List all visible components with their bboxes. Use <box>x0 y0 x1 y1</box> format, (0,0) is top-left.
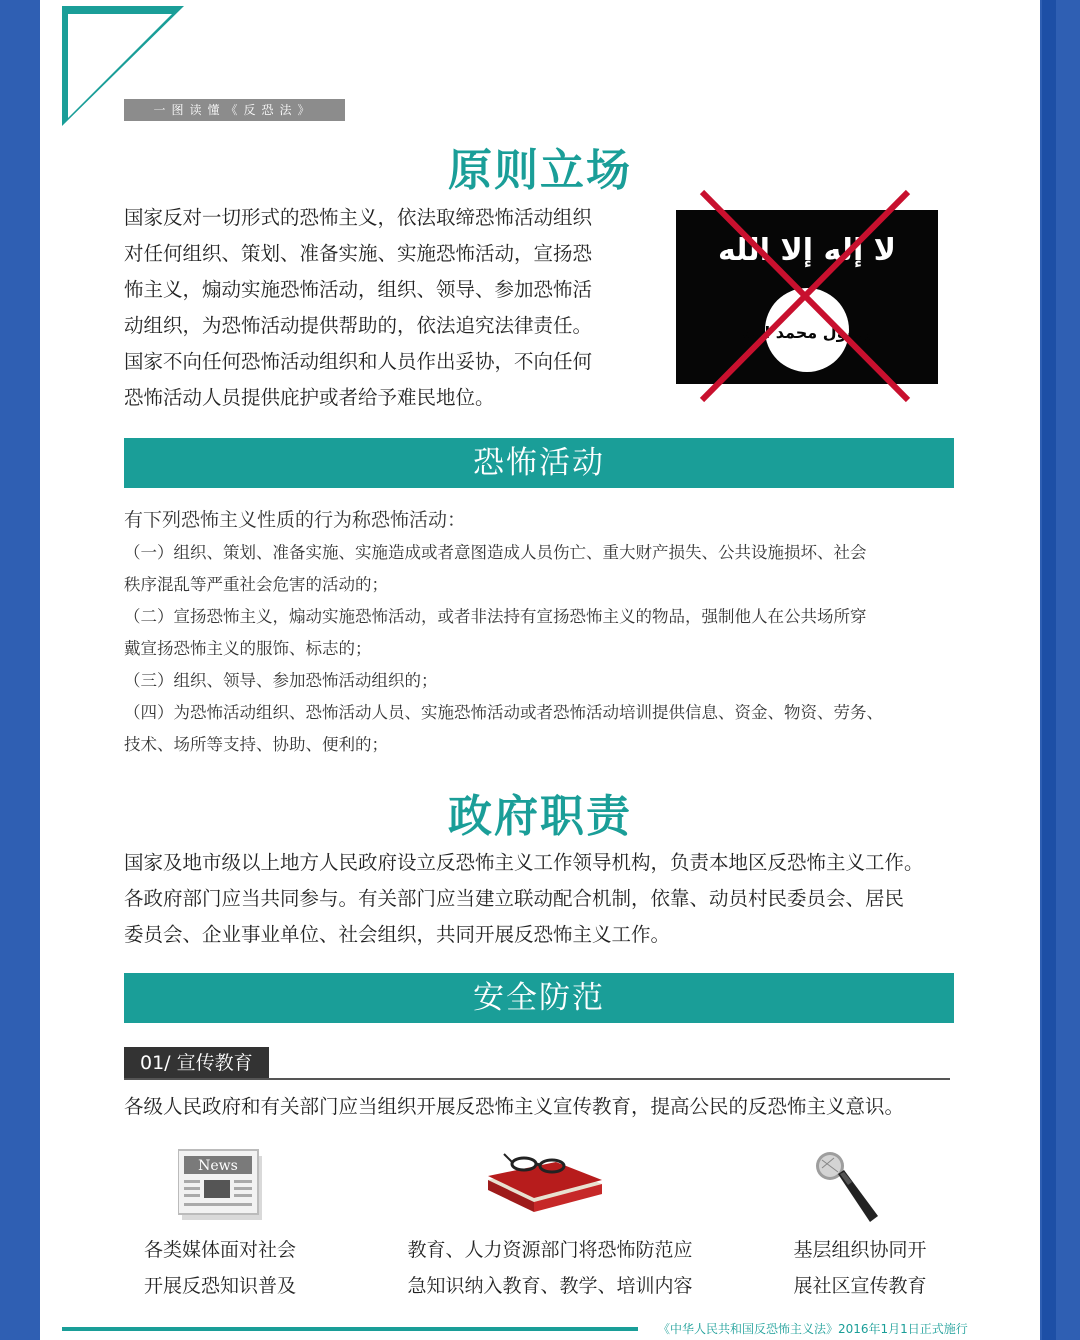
caption-line: 展社区宣传教育 <box>793 1275 927 1297</box>
sub-section-tag: 01/ 宣传教育 <box>124 1047 269 1079</box>
principle-line: 恐怖活动人员提供庇护或者给予难民地位。 <box>124 386 495 409</box>
poster-page <box>40 0 1040 1340</box>
terror-activity-lead: 有下列恐怖主义性质的行为称恐怖活动： <box>124 509 467 531</box>
caption-media <box>100 1232 340 1304</box>
section-banner-terror-activity: 恐怖活动 <box>124 438 954 488</box>
terror-activity-line: （三）组织、领导、参加恐怖活动组织的； <box>124 671 438 690</box>
terror-activity-line: 戴宣扬恐怖主义的服饰、标志的； <box>124 639 372 658</box>
government-paragraph <box>124 845 984 953</box>
section-banner-security: 安全防范 <box>124 973 954 1023</box>
principle-line: 动组织，为恐怖活动提供帮助的，依法追究法律责任。 <box>124 314 593 337</box>
caption-line: 急知识纳入教育、教学、培训内容 <box>407 1275 693 1297</box>
flag-top-script: لا إله إلا الله <box>717 233 897 268</box>
crossed-out-flag-image <box>676 210 938 384</box>
government-line: 各政府部门应当共同参与。有关部门应当建立联动配合机制，依靠、动员村民委员会、居民 <box>124 887 905 910</box>
book-glasses-icon <box>484 1150 604 1216</box>
right-border <box>1042 0 1056 1340</box>
footer-divider <box>62 1327 638 1331</box>
terror-activity-line: 秩序混乱等严重社会危害的活动的； <box>124 575 388 594</box>
principle-line: 国家反对一切形式的恐怖主义，依法取缔恐怖活动组织 <box>124 206 593 229</box>
terror-activity-list <box>124 505 964 761</box>
footer-text: 《中华人民共和国反恐怖主义法》2016年1月1日正式施行 <box>658 1322 968 1336</box>
header-tagline: 一图读懂《反恐法》 <box>124 99 345 121</box>
principle-paragraph <box>124 200 644 416</box>
caption-line: 教育、人力资源部门将恐怖防范应 <box>407 1239 693 1261</box>
principle-line: 怖主义，煽动实施恐怖活动，组织、领导、参加恐怖活 <box>124 278 593 301</box>
terror-activity-line: 技术、场所等支持、协助、便利的； <box>124 735 388 754</box>
section-title-government: 政府职责 <box>448 791 632 842</box>
government-line: 国家及地市级以上地方人民政府设立反恐怖主义工作领导机构，负责本地区反恐怖主义工作。 <box>124 851 924 874</box>
microphone-icon <box>812 1150 882 1224</box>
principle-line: 国家不向任何恐怖活动组织和人员作出妥协，不向任何 <box>124 350 593 373</box>
terror-activity-line: （二）宣扬恐怖主义，煽动实施恐怖活动，或者非法持有宣扬恐怖主义的物品，强制他人在公共场所穿 <box>124 607 867 626</box>
section-title-principle: 原则立场 <box>448 145 632 196</box>
terror-activity-line: （一）组织、策划、准备实施、实施造成或者意图造成人员伤亡、重大财产损失、公共设施损坏、社会 <box>124 543 867 562</box>
newspaper-masthead: News <box>198 1158 238 1174</box>
caption-community <box>740 1232 980 1304</box>
caption-line: 开展反恐知识普及 <box>143 1275 296 1297</box>
flag-graphic <box>676 210 938 384</box>
caption-education <box>380 1232 720 1304</box>
flag-seal-script: رسول محمد الله <box>742 323 872 342</box>
education-intro: 各级人民政府和有关部门应当组织开展反恐怖主义宣传教育，提高公民的反恐怖主义意识。 <box>124 1095 905 1118</box>
terror-activity-line: （四）为恐怖活动组织、恐怖活动人员、实施恐怖活动或者恐怖活动培训提供信息、资金、物资、劳务、 <box>124 703 883 722</box>
principle-line: 对任何组织、策划、准备实施、实施恐怖活动，宣扬恐 <box>124 242 593 265</box>
newspaper-icon <box>178 1148 264 1220</box>
caption-line: 各类媒体面对社会 <box>143 1239 296 1261</box>
sub-section-divider <box>124 1078 950 1080</box>
caption-line: 基层组织协同开 <box>793 1239 927 1261</box>
government-line: 委员会、企业事业单位、社会组织，共同开展反恐怖主义工作。 <box>124 923 671 946</box>
